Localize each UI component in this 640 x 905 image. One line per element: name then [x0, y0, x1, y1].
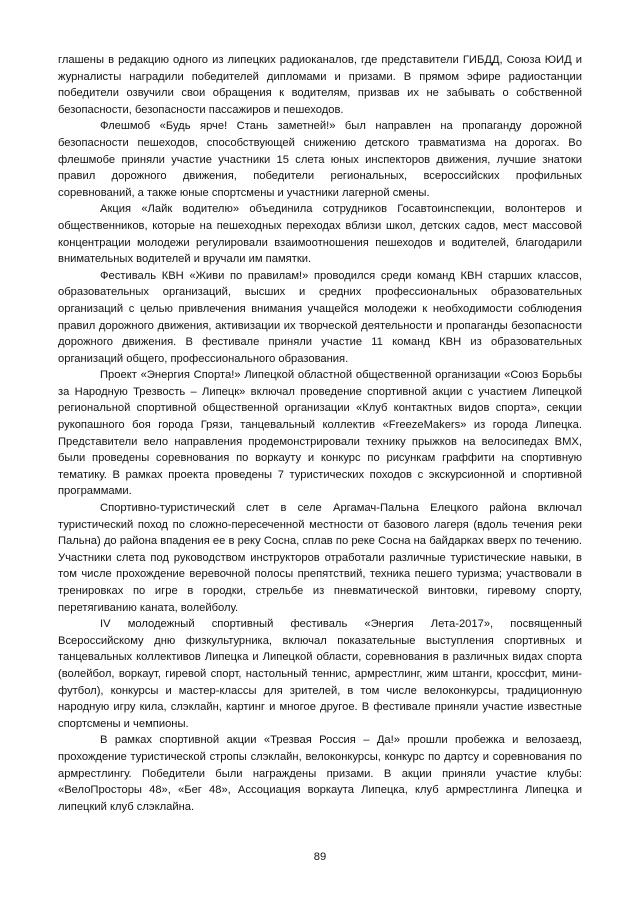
- paragraph-like-driver: Акция «Лайк водителю» объединила сотрудников Госавтоинспекции, волонтеров и общественников, которые на пешеходных переходах вблизи школ, детских садов, мест массовой концентрации молодежи регулировали взаимоотношения пешеходов и водителей, благодарили внимательных водителей и вручали им памятки.: [58, 203, 582, 266]
- paragraph-continuation: глашены в редакцию одного из липецких радиоканалов, где представители ГИБДД, Союза ЮИД и журналисты наградили победителей дипломами и призами. В прямом эфире радиостанции победители озвучили свои обращения к водителям, призвав их не забывать о собственной безопасности, безопасности пассажиров и пешеходов.: [58, 54, 582, 116]
- paragraph-energy-summer: IV молодежный спортивный фестиваль «Энергия Лета-2017», посвященный Всероссийскому дню физкультурника, включал показательные выступления спортивных и танцевальных коллективов Липецка и Липецкой области, соревнования в различных видах спорта (волейбол, воркаут, гиревой спорт, настольный теннис, армрестлинг, жим штанги, кроссфит, мини-футбол), конкурсы и мастер-классы для зрителей, в том числе велоконкурсы, традиционную народную игру кила, слэклайн, картинг и многое другое. В фестивале приняли участие известные спортсмены и чемпионы.: [58, 618, 582, 730]
- page-number: 89: [313, 851, 327, 863]
- document-body: [58, 52, 582, 815]
- paragraph-tourist-rally: Спортивно-туристический слет в селе Аргамач-Пальна Елецкого района включал туристический поход по сложно-пересеченной местности от базового лагеря (вдоль течения реки Пальна) до района впадения ее в реку Сосна, сплав по реке Сосна на байдарках вверх по течению. Участники слета под руководством инструкторов отработали различные туристические навыки, в том числе прохождение веревочной полосы препятствий, техника пешего туризма; участвовали в тренировках по игре в городки, стрельбе из пневматической винтовки, гиревому спорту, перетягиванию каната, волейболу.: [58, 502, 582, 614]
- paragraph-kvn-festival: Фестиваль КВН «Живи по правилам!» проводился среди команд КВН старших классов, образовательных организаций, высших и средних профессиональных образовательных организаций с целью привлечения внимания учащейся молодежи к необходимости соблюдения правил дорожного движения, активизации их творческой деятельности и пропаганды безопасности дорожного движения. В фестивале приняли участие 11 команд КВН из образовательных организаций общего, профессионального образования.: [58, 269, 582, 365]
- paragraph-sober-russia: В рамках спортивной акции «Трезвая Россия – Да!» прошли пробежка и велозаезд, прохождение туристической стропы слэклайн, велоконкурсы, конкурс по дартсу и соревнования по армрестлингу. Победители были награждены призами. В акции приняли участие клубы: «ВелоПросторы 48», «Бег 48», Ассоциация воркаута Липецка, клуб армрестлинга Липецка и липецкий клуб слэклайна.: [58, 734, 582, 813]
- paragraph-energy-sport: Проект «Энергия Спорта!» Липецкой областной общественной организации «Союз Борьбы за Народную Трезвость – Липецк» включал проведение спортивной акции с участием Липецкой региональной спортивной общественной организации «Клуб контактных видов спорта», секции рукопашного боя города Грязи, танцевальный коллектив «FreezeMakers» из города Липецка. Представители вело направления продемонстрировали технику прыжков на велосипедах BMX, были проведены соревнования по воркауту и конкурс по рисункам граффити на спортивную тематику. В рамках проекта проведены 7 туристических походов с экскурсионной и спортивной программами.: [58, 369, 582, 498]
- paragraph-flashmob: Флешмоб «Будь ярче! Стань заметней!» был направлен на пропаганду дорожной безопасности пешеходов, способствующей снижению детского травматизма на дорогах. Во флешмобе приняли участие участники 15 слета юных инспекторов движения, лучшие знатоки правил дорожного движения, победители региональных, всероссийских профильных соревнований, а также юные спортсмены и участники лагерной смены.: [58, 120, 582, 199]
